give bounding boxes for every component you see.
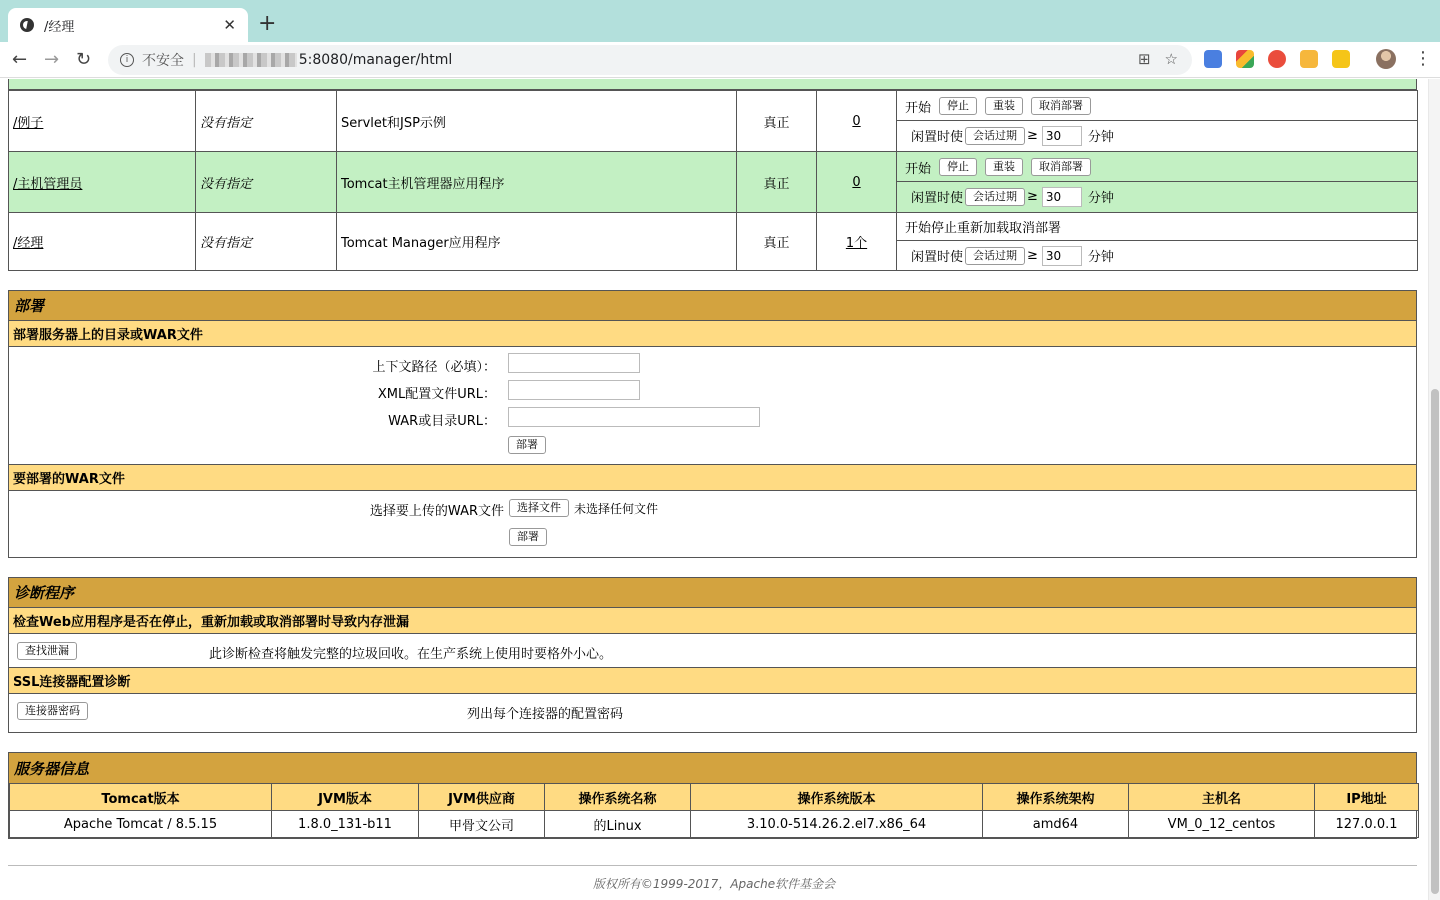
browser-menu-icon[interactable]: ⋮ xyxy=(1414,48,1432,69)
minutes-unit: 分钟 xyxy=(1087,130,1114,145)
app-version: 没有指定 xyxy=(200,115,253,131)
app-running: 真正 xyxy=(737,152,817,213)
header-os-version: 操作系统版本 xyxy=(691,784,983,811)
box-extension-icon[interactable] xyxy=(1300,50,1318,68)
connector-ciphers-button[interactable]: 连接器密码 xyxy=(17,702,88,720)
translate-extension-icon[interactable] xyxy=(1204,50,1222,68)
browser-tab-bar xyxy=(0,0,1440,48)
os-arch: amd64 xyxy=(983,811,1129,838)
app-running: 真正 xyxy=(737,91,817,152)
idle-label: 闲置时使 xyxy=(911,130,964,145)
reload-button[interactable]: 重装 xyxy=(985,97,1023,115)
jvm-version: 1.8.0_131-b11 xyxy=(272,811,419,838)
jvm-vendor: 甲骨文公司 xyxy=(419,811,545,838)
header-jvm-vendor: JVM供应商 xyxy=(419,784,545,811)
applications-table xyxy=(8,90,1418,271)
globe-icon xyxy=(20,18,34,32)
app-path-link[interactable]: /主机管理员 xyxy=(13,176,83,192)
header-os-name: 操作系统名称 xyxy=(545,784,691,811)
url-text: 5:8080/manager/html xyxy=(298,52,453,68)
leak-check-subtitle: 检查Web应用程序是否在停止，重新加载或取消部署时导致内存泄漏 xyxy=(9,608,1416,634)
new-tab-icon[interactable]: + xyxy=(258,11,277,36)
gte-sign: ≥ xyxy=(1027,248,1038,263)
upload-war-subtitle: 要部署的WAR文件 xyxy=(9,465,1416,491)
expire-sessions-button[interactable]: 会话过期 xyxy=(965,127,1025,145)
gte-sign: ≥ xyxy=(1027,189,1038,204)
leak-check-description: 此诊断检查将触发完整的垃圾回收。在生产系统上使用时要格外小心。 xyxy=(209,647,613,662)
app-running: 真正 xyxy=(737,213,817,271)
close-tab-icon[interactable]: ✕ xyxy=(223,16,236,34)
colorful-extension-icon[interactable] xyxy=(1236,50,1254,68)
diagnostics-title: 诊断程序 xyxy=(9,578,1416,608)
deploy-server-subtitle: 部署服务器上的目录或WAR文件 xyxy=(9,321,1416,347)
expire-sessions-button[interactable]: 会话过期 xyxy=(965,188,1025,206)
commands-text: 开始停止重新加载取消部署 xyxy=(905,221,1062,236)
tab-title: /经理 xyxy=(44,19,75,35)
upload-deploy-button[interactable]: 部署 xyxy=(509,528,547,546)
war-dir-label: WAR或目录URL： xyxy=(388,414,496,429)
choose-file-button[interactable]: 选择文件 xyxy=(509,499,569,517)
security-label: 不安全 xyxy=(142,53,184,69)
app-version: 没有指定 xyxy=(200,236,253,251)
header-hostname: 主机名 xyxy=(1129,784,1315,811)
app-display-name: Tomcat Manager应用程序 xyxy=(337,213,737,271)
footer-divider xyxy=(8,865,1417,866)
deploy-title: 部署 xyxy=(9,291,1416,321)
xml-config-label: XML配置文件URL： xyxy=(377,387,496,402)
stop-button[interactable]: 停止 xyxy=(939,97,977,115)
address-bar[interactable] xyxy=(108,45,1192,75)
war-dir-input[interactable] xyxy=(508,407,760,427)
info-icon[interactable]: i xyxy=(120,53,134,67)
tomcat-version: Apache Tomcat / 8.5.15 xyxy=(10,811,272,838)
leak-check-row xyxy=(9,634,1416,668)
ip-address: 127.0.0.1 xyxy=(1315,811,1419,838)
app-display-name: Tomcat主机管理器应用程序 xyxy=(337,152,737,213)
scrollbar-thumb[interactable] xyxy=(1431,389,1439,894)
header-jvm-version: JVM版本 xyxy=(272,784,419,811)
app-sessions-link[interactable]: 1个 xyxy=(845,236,868,251)
notes-extension-icon[interactable] xyxy=(1332,50,1350,68)
os-name: 的Linux xyxy=(545,811,691,838)
header-tomcat-version: Tomcat版本 xyxy=(10,784,272,811)
footer-copyright: 版权所有©1999-2017，Apache软件基金会 xyxy=(592,877,836,891)
os-version: 3.10.0-514.26.2.el7.x86_64 xyxy=(691,811,983,838)
page-scrollbar[interactable] xyxy=(1428,79,1440,900)
reload-button[interactable]: 重装 xyxy=(985,158,1023,176)
minutes-unit: 分钟 xyxy=(1087,250,1114,265)
browser-tab[interactable] xyxy=(8,8,248,42)
application-row xyxy=(9,152,1418,213)
ssl-diagnostics-row xyxy=(9,694,1416,728)
idle-minutes-input[interactable] xyxy=(1042,246,1082,266)
deploy-button[interactable]: 部署 xyxy=(508,436,546,454)
bookmark-star-icon[interactable]: ☆ xyxy=(1164,50,1178,68)
stop-button[interactable]: 停止 xyxy=(939,158,977,176)
app-sessions-link[interactable]: 0 xyxy=(852,113,861,129)
no-file-chosen: 未选择任何文件 xyxy=(574,502,659,516)
start-label: 开始 xyxy=(905,161,932,177)
ssl-diagnostics-description: 列出每个连接器的配置密码 xyxy=(467,707,624,722)
applications-previous-row xyxy=(8,79,1417,90)
xml-config-input[interactable] xyxy=(508,380,640,400)
application-row xyxy=(9,213,1418,271)
idle-label: 闲置时使 xyxy=(911,191,964,206)
server-info-table xyxy=(9,783,1419,838)
blurred-host xyxy=(205,53,297,67)
find-leaks-button[interactable]: 查找泄漏 xyxy=(17,642,77,660)
app-version: 没有指定 xyxy=(200,176,253,192)
browser-toolbar xyxy=(0,42,1440,78)
context-path-input[interactable] xyxy=(508,353,640,373)
undeploy-button[interactable]: 取消部署 xyxy=(1031,97,1091,115)
idle-label: 闲置时使 xyxy=(911,250,964,265)
server-info-title: 服务器信息 xyxy=(9,753,1416,783)
undeploy-button[interactable]: 取消部署 xyxy=(1031,158,1091,176)
start-label: 开始 xyxy=(905,100,932,116)
app-display-name: Servlet和JSP示例 xyxy=(337,91,737,152)
app-path-link[interactable]: /经理 xyxy=(13,236,44,251)
reload-icon[interactable]: ↻ xyxy=(76,49,92,70)
upload-war-form xyxy=(9,491,1416,555)
idle-minutes-input[interactable] xyxy=(1042,187,1082,207)
expire-sessions-button[interactable]: 会话过期 xyxy=(965,247,1025,265)
translate-icon[interactable]: ⊞ xyxy=(1137,50,1151,68)
diagnostics-section xyxy=(8,577,1417,733)
app-sessions-link[interactable]: 0 xyxy=(852,174,861,190)
deploy-section xyxy=(8,290,1417,558)
choose-war-label: 选择要上传的WAR文件 xyxy=(369,504,504,519)
address-separator: | xyxy=(192,52,197,68)
minutes-unit: 分钟 xyxy=(1087,191,1114,206)
header-os-arch: 操作系统架构 xyxy=(983,784,1129,811)
infinity-extension-icon[interactable] xyxy=(1268,50,1286,68)
context-path-label: 上下文路径（必填）： xyxy=(372,360,496,375)
ssl-diagnostics-subtitle: SSL连接器配置诊断 xyxy=(9,668,1416,694)
server-info-value-row xyxy=(10,811,1419,838)
server-info-section xyxy=(8,752,1417,839)
idle-minutes-input[interactable] xyxy=(1042,126,1082,146)
application-row xyxy=(9,91,1418,152)
forward-icon[interactable]: → xyxy=(44,49,60,70)
page-content xyxy=(0,79,1428,900)
hostname: VM_0_12_centos xyxy=(1129,811,1315,838)
server-info-header-row xyxy=(10,784,1419,811)
gte-sign: ≥ xyxy=(1027,128,1038,143)
back-icon[interactable]: ← xyxy=(12,49,28,70)
profile-avatar[interactable] xyxy=(1376,49,1396,69)
header-ip-address: IP地址 xyxy=(1315,784,1419,811)
deploy-server-form xyxy=(9,347,1416,465)
app-path-link[interactable]: /例子 xyxy=(13,115,44,131)
